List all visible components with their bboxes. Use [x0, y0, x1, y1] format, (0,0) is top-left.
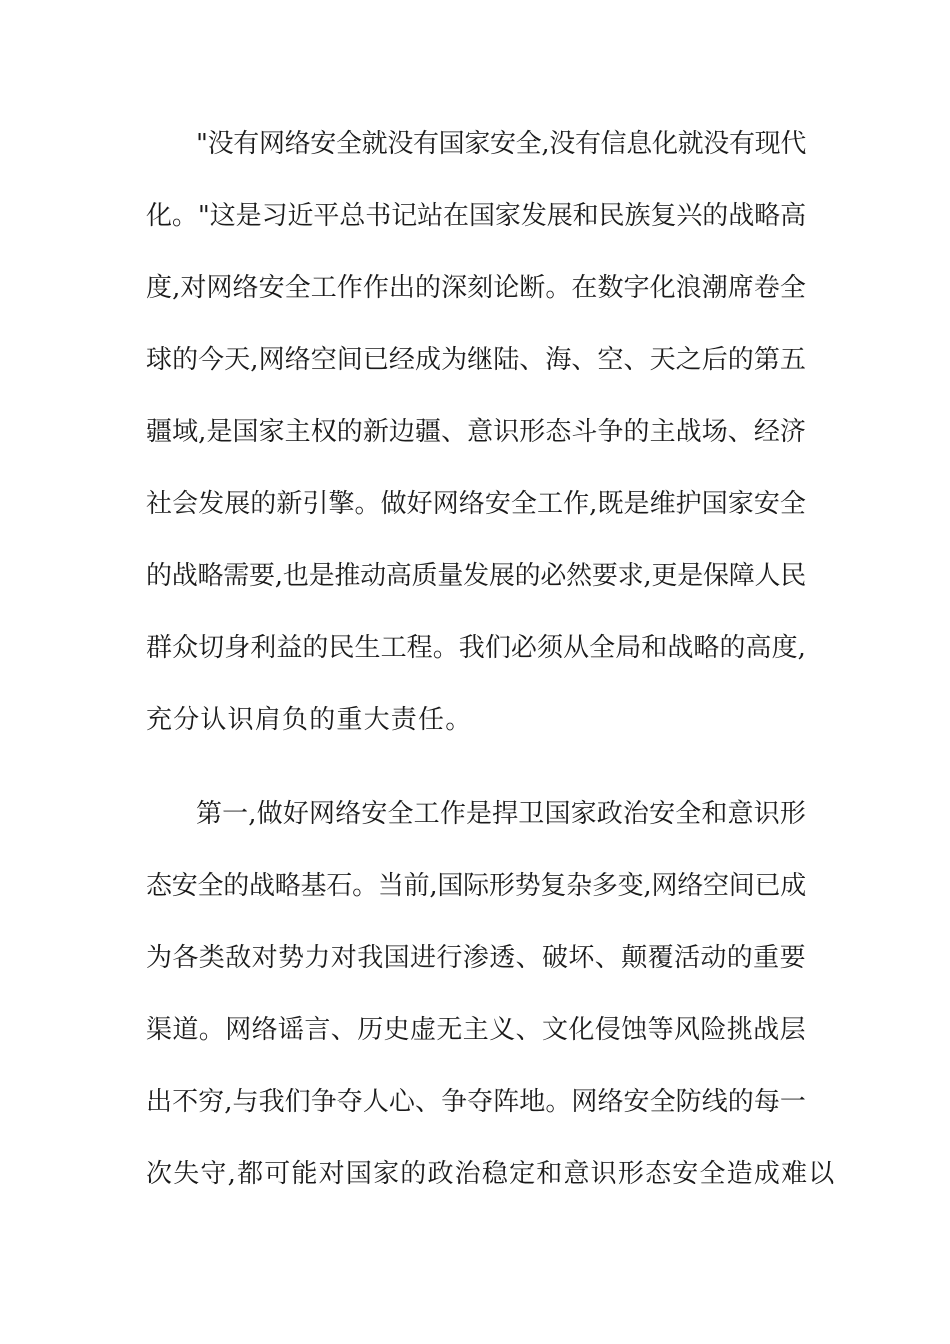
text-line: 群众切身利益的民生工程。我们必须从全局和战略的高度,: [146, 633, 806, 663]
text-line: 疆域,是国家主权的新边疆、意识形态斗争的主战场、经济: [146, 417, 806, 447]
text-line: 为各类敌对势力对我国进行渗透、破坏、颠覆活动的重要: [146, 943, 806, 973]
text-line: 渠道。网络谣言、历史虚无主义、文化侵蚀等风险挑战层: [146, 1015, 806, 1045]
text-line: 化。"这是习近平总书记站在国家发展和民族复兴的战略高: [146, 201, 806, 231]
text-line: 第一,做好网络安全工作是捍卫国家政治安全和意识形: [196, 799, 806, 829]
text-line: "没有网络安全就没有国家安全,没有信息化就没有现代: [196, 129, 806, 159]
text-line: 次失守,都可能对国家的政治稳定和意识形态安全造成难以: [146, 1159, 836, 1189]
text-line: 出不穷,与我们争夺人心、争夺阵地。网络安全防线的每一: [146, 1087, 806, 1117]
text-line: 态安全的战略基石。当前,国际形势复杂多变,网络空间已成: [146, 871, 806, 901]
text-line: 球的今天,网络空间已经成为继陆、海、空、天之后的第五: [146, 345, 806, 375]
text-line: 度,对网络安全工作作出的深刻论断。在数字化浪潮席卷全: [146, 273, 806, 303]
text-line: 的战略需要,也是推动高质量发展的必然要求,更是保障人民: [146, 561, 806, 591]
text-line: 充分认识肩负的重大责任。: [146, 705, 473, 735]
text-line: 社会发展的新引擎。做好网络安全工作,既是维护国家安全: [146, 489, 806, 519]
